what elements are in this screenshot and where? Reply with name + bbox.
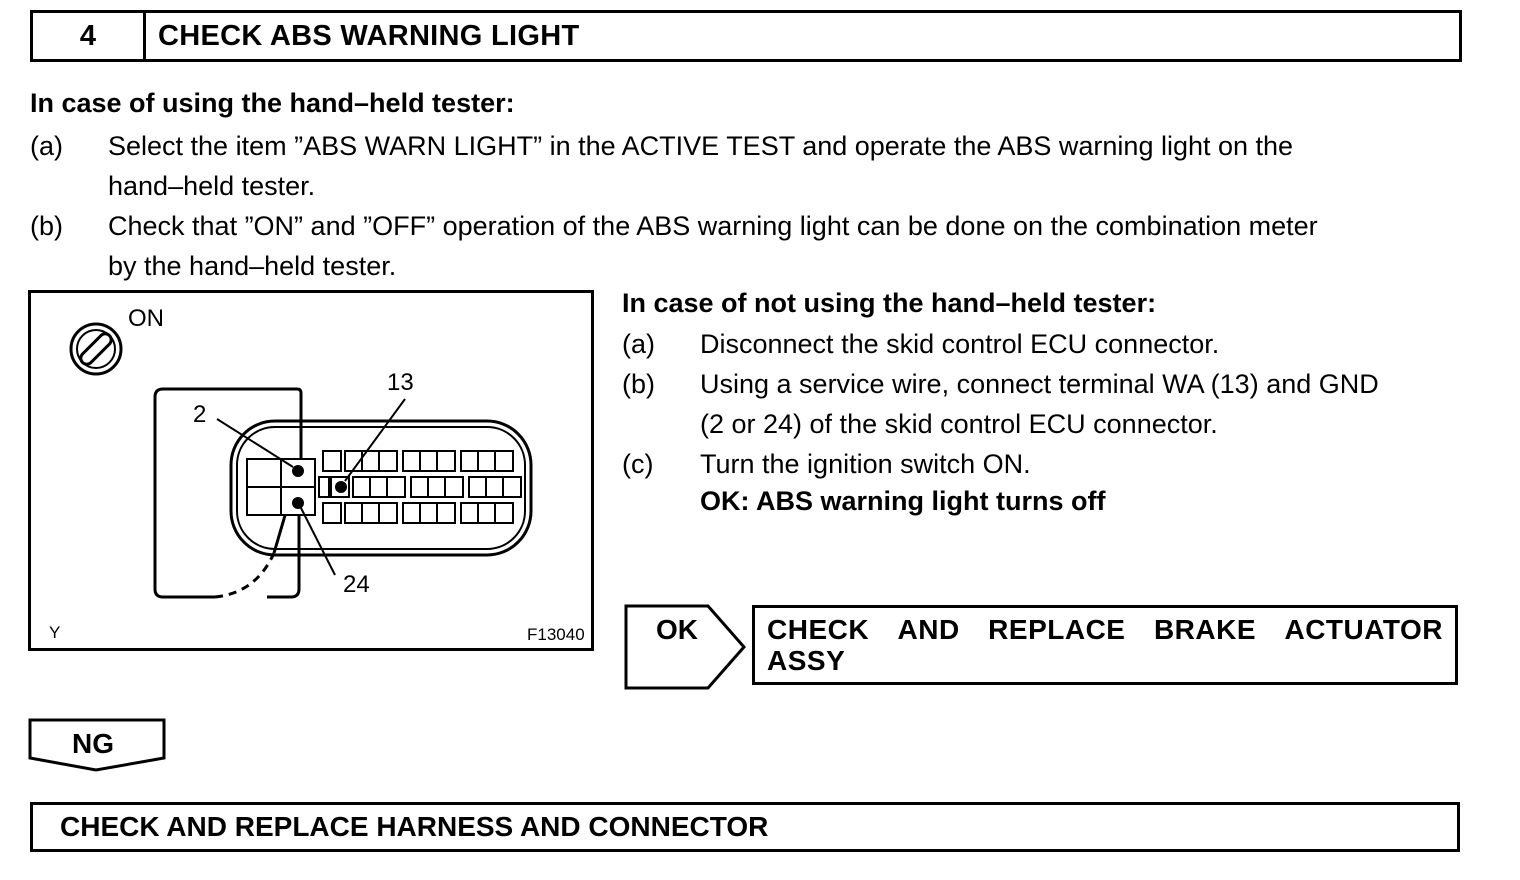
step-number: 4 [33, 13, 146, 59]
tester-item-b [30, 206, 1470, 286]
ecu-connector-diagram [31, 293, 591, 648]
ignition-key-icon [71, 324, 121, 374]
ok-condition: OK: ABS warning light turns off [700, 486, 1106, 516]
item-label: (a) [622, 329, 655, 359]
item-text-line: by the hand–held tester. [108, 251, 397, 281]
terminal-24-label: 24 [343, 571, 370, 598]
item-text-line: (2 or 24) of the skid control ECU connector. [700, 409, 1218, 439]
ok-action-word: REPLACE [988, 614, 1126, 645]
step-header [30, 10, 1462, 62]
ok-action-line1 [767, 614, 1443, 645]
item-text-line: Disconnect the skid control ECU connector. [700, 329, 1220, 359]
figure-id: F13040 [527, 625, 585, 644]
ng-label: NG [72, 728, 114, 759]
item-label: (a) [30, 131, 63, 161]
no-tester-item-a [622, 324, 1472, 364]
terminal-13-label: 13 [387, 369, 414, 396]
step-title: CHECK ABS WARNING LIGHT [158, 19, 580, 52]
ng-action-box: CHECK AND REPLACE HARNESS AND CONNECTOR [30, 802, 1460, 852]
ok-action-word: BRAKE [1153, 614, 1256, 645]
tester-item-a [30, 126, 1470, 206]
item-text-line: Select the item ”ABS WARN LIGHT” in the ACTIVE TEST and operate the ABS warning light on the [108, 131, 1294, 161]
connector-figure [28, 290, 594, 651]
ok-action-word: AND [897, 614, 960, 645]
item-text-line: Check that ”ON” and ”OFF” operation of the ABS warning light can be done on the combination meter [108, 211, 1318, 241]
tester-heading: In case of using the hand–held tester: [30, 88, 515, 118]
ok-action-word: CHECK [767, 614, 870, 645]
item-label: (c) [622, 449, 654, 479]
ok-action-word: ACTUATOR [1284, 614, 1443, 645]
item-text-line: Using a service wire, connect terminal WA (13) and GND [700, 369, 1379, 399]
ok-action-line2: ASSY [767, 645, 846, 676]
terminal-2-label: 2 [193, 401, 207, 428]
ok-action-box [752, 605, 1458, 685]
no-tester-item-b [622, 364, 1472, 444]
item-text-line: hand–held tester. [108, 171, 316, 201]
item-text-line: Turn the ignition switch ON. [700, 449, 1031, 479]
figure-corner-label: Y [49, 623, 61, 642]
no-tester-heading: In case of not using the hand–held tester: [622, 288, 1157, 318]
ignition-on-label: ON [128, 305, 164, 332]
item-label: (b) [30, 211, 63, 241]
item-label: (b) [622, 369, 655, 399]
ok-label: OK [656, 614, 698, 645]
no-tester-item-c [622, 444, 1472, 484]
